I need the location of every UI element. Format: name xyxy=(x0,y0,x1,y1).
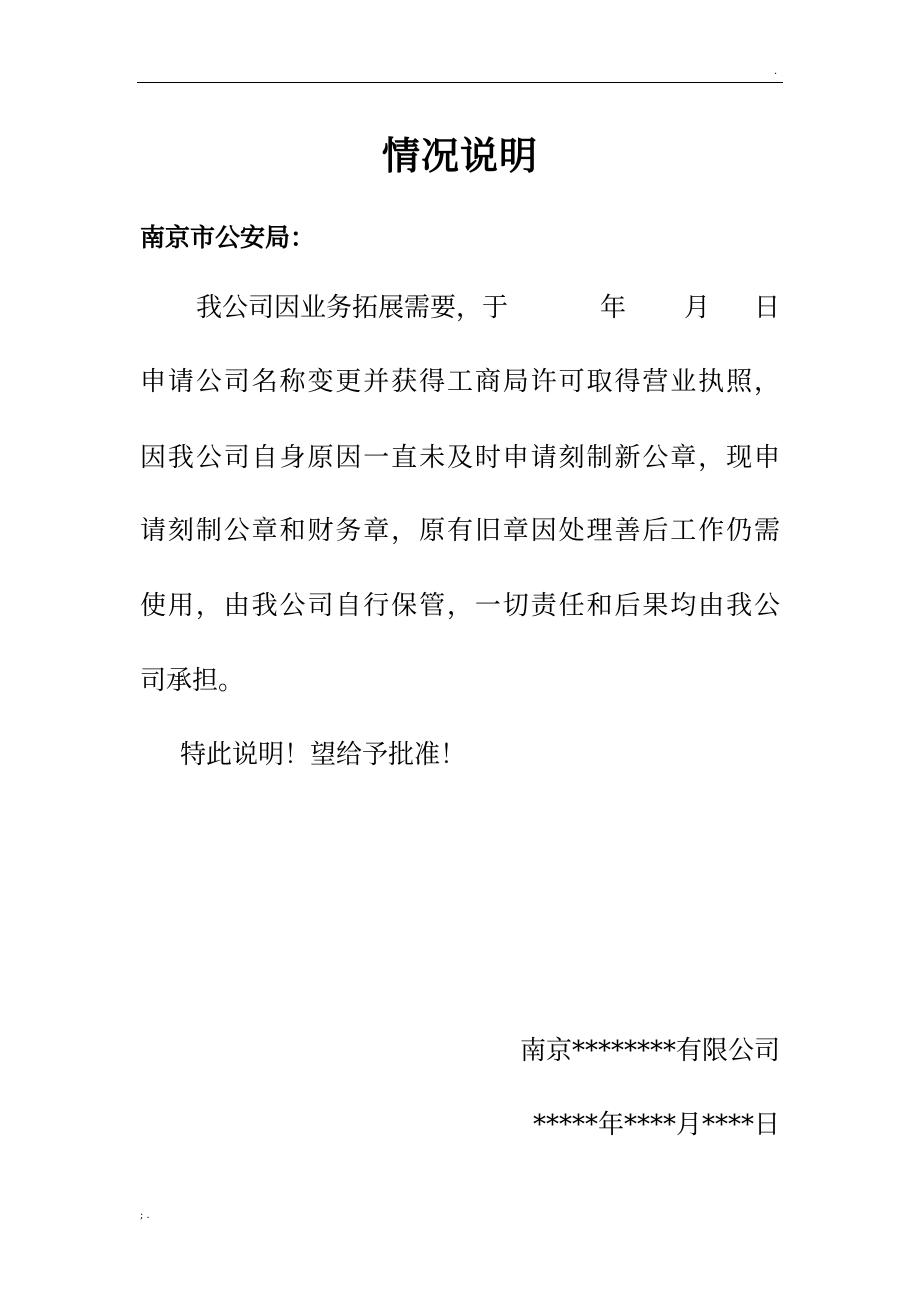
addressee: 南京市公安局： xyxy=(140,223,316,252)
signature-date: *****年****月****日 xyxy=(532,1110,780,1140)
closing-statement: 特此说明！望给予批准！ xyxy=(180,740,467,770)
body-line: 申请公司名称变更并获得工商局许可取得营业执照， xyxy=(140,367,780,397)
signature-company: 南京********有限公司 xyxy=(519,1036,780,1066)
year-label: 年 xyxy=(600,293,627,323)
body-line: 使用，由我公司自行保管，一切责任和后果均由我公 xyxy=(140,591,780,621)
month-label: 月 xyxy=(684,293,711,323)
footer-mark: ; . xyxy=(140,1210,150,1221)
document-title: 情况说明 xyxy=(381,134,538,178)
body-line: 因我公司自身原因一直未及时申请刻制新公章，现申 xyxy=(140,443,780,473)
day-label: 日 xyxy=(754,293,781,323)
first-line-text: 我公司因业务拓展需要，于 xyxy=(196,293,509,323)
body-line: 请刻制公章和财务章，原有旧章因处理善后工作仍需 xyxy=(140,516,780,546)
header-rule xyxy=(137,82,783,83)
body-last-line: 司承担。 xyxy=(140,666,245,696)
body-first-line xyxy=(140,290,780,326)
header-mark: . xyxy=(774,66,778,77)
